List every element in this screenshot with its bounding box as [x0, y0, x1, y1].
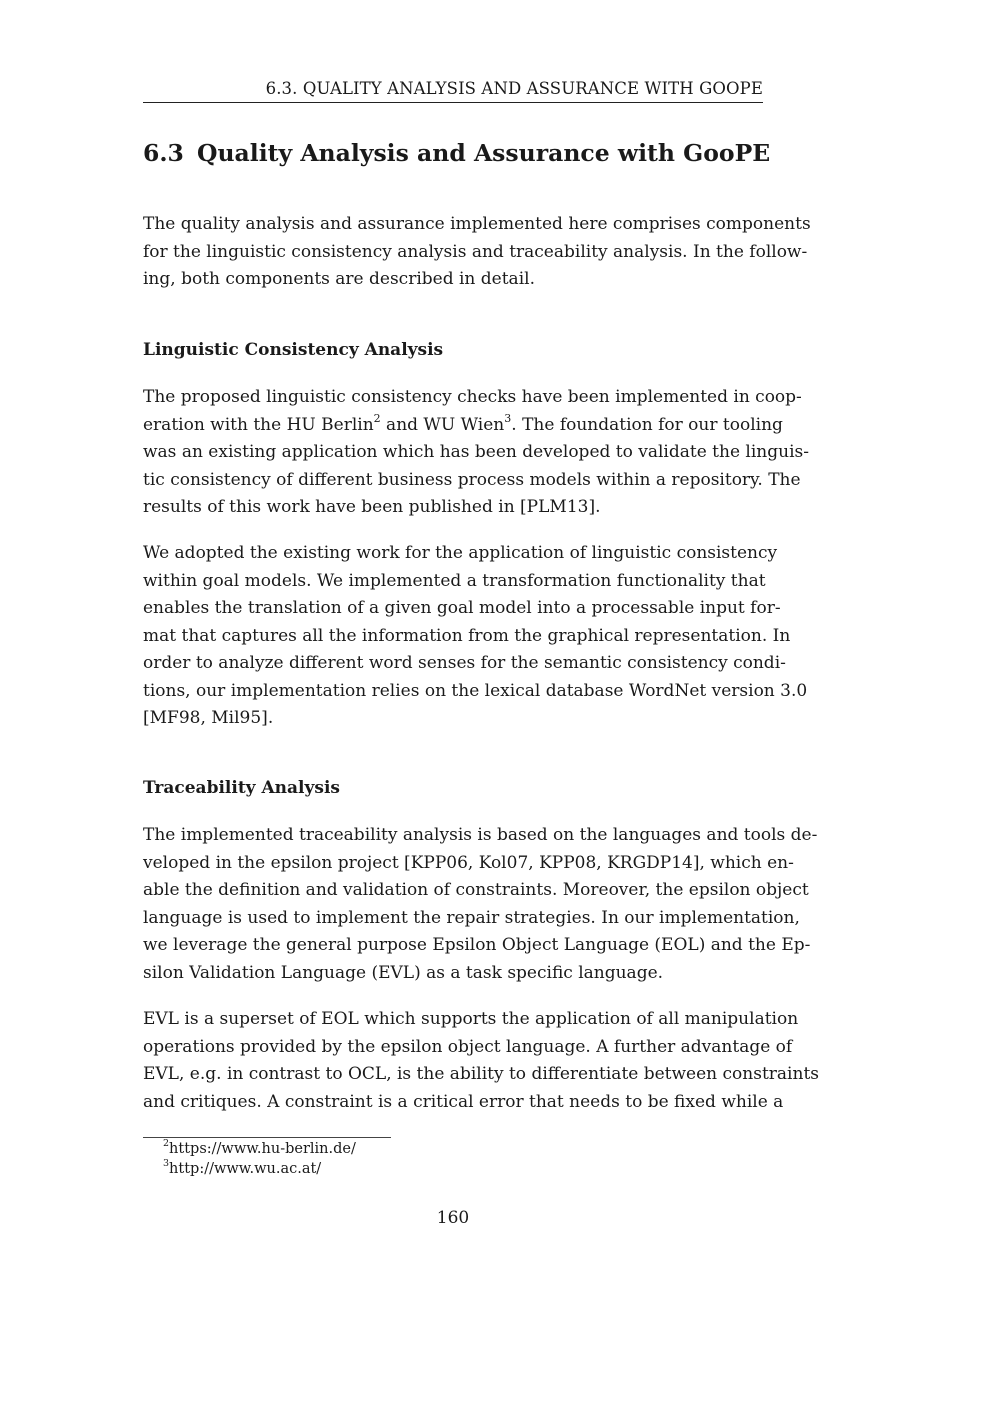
footnote-ref-2[interactable]: 2: [373, 411, 381, 425]
paragraph-line: The implemented traceability analysis is based on the languages and tools de-: [143, 825, 818, 845]
section-title-text: Quality Analysis and Assurance with GooPE: [197, 139, 771, 167]
paragraph-line: veloped in the epsilon project [KPP06, Kol07, KPP08, KRGDP14], which en-: [143, 852, 794, 873]
paragraph-line: tions, our implementation relies on the lexical database WordNet version 3.0: [143, 680, 808, 701]
paragraph-line: we leverage the general purpose Epsilon Object Language (EOL) and the Ep-: [143, 935, 811, 955]
page-number: 160: [436, 1208, 470, 1228]
paragraph-line: and critiques. A constraint is a critical error that needs to be fixed while a: [143, 1091, 784, 1112]
section-number: 6.3: [143, 139, 184, 167]
footnote-mark: 3: [163, 1158, 170, 1170]
paragraph-line: ing, both components are described in detail.: [143, 269, 535, 289]
linguistic-heading: Linguistic Consistency Analysis: [143, 340, 444, 360]
intro-paragraph: [143, 211, 811, 294]
paragraph-line: silon Validation Language (EVL) as a task specific language.: [143, 962, 664, 983]
footnote-mark: 2: [163, 1138, 170, 1150]
paragraph-line: We adopted the existing work for the application of linguistic consistency: [143, 543, 778, 563]
linguistic-paragraph-2: [143, 540, 808, 733]
linguistic-paragraph-1: [143, 384, 809, 522]
paragraph-line: enables the translation of a given goal model into a processable input for-: [143, 598, 781, 618]
paragraph-line: operations provided by the epsilon object language. A further advantage of: [143, 1036, 793, 1057]
paragraph-line: The quality analysis and assurance implemented here comprises components: [143, 214, 811, 234]
footnote-rule: [143, 1137, 391, 1138]
traceability-heading: Traceability Analysis: [143, 778, 340, 798]
paragraph-line: language is used to implement the repair strategies. In our implementation,: [143, 907, 800, 928]
paragraph-line: tic consistency of different business process models within a repository. The: [143, 469, 801, 490]
traceability-paragraph-1: [143, 822, 818, 987]
paragraph-line: within goal models. We implemented a transformation functionality that: [143, 570, 766, 591]
footnote-link[interactable]: https://www.hu-berlin.de/: [169, 1141, 356, 1157]
paragraph-line: EVL is a superset of EOL which supports the application of all manipulation: [143, 1009, 799, 1029]
footnote-2: [163, 1138, 356, 1157]
line-text: eration with the HU Berlin: [143, 414, 374, 435]
paragraph-line: for the linguistic consistency analysis and traceability analysis. In the follow-: [143, 241, 808, 262]
running-head: 6.3. QUALITY ANALYSIS AND ASSURANCE WITH GOOPE: [265, 79, 763, 98]
footnote-3: [163, 1158, 322, 1177]
traceability-paragraph-2: [143, 1006, 819, 1116]
paragraph-line: EVL, e.g. in contrast to OCL, is the ability to differentiate between constraints: [143, 1064, 819, 1084]
paragraph-line: was an existing application which has been developed to validate the linguis-: [143, 442, 809, 462]
paragraph-line: [143, 411, 783, 440]
paragraph-line: The proposed linguistic consistency checks have been implemented in coop-: [143, 387, 802, 407]
header-rule: [143, 102, 763, 103]
line-text: and WU Wien: [380, 414, 505, 435]
paragraph-line: [MF98, Mil95].: [143, 708, 274, 728]
section-title: [143, 139, 771, 167]
line-text: . The foundation for our tooling: [511, 414, 783, 435]
paragraph-line: results of this work have been published in [PLM13].: [143, 497, 601, 517]
paragraph-line: mat that captures all the information from the graphical representation. In: [143, 625, 791, 646]
footnote-ref-3[interactable]: 3: [504, 411, 512, 425]
footnote-link[interactable]: http://www.wu.ac.at/: [169, 1161, 322, 1177]
paragraph-line: order to analyze different word senses for the semantic consistency condi-: [143, 653, 786, 673]
paragraph-line: able the definition and validation of constraints. Moreover, the epsilon object: [143, 880, 809, 900]
